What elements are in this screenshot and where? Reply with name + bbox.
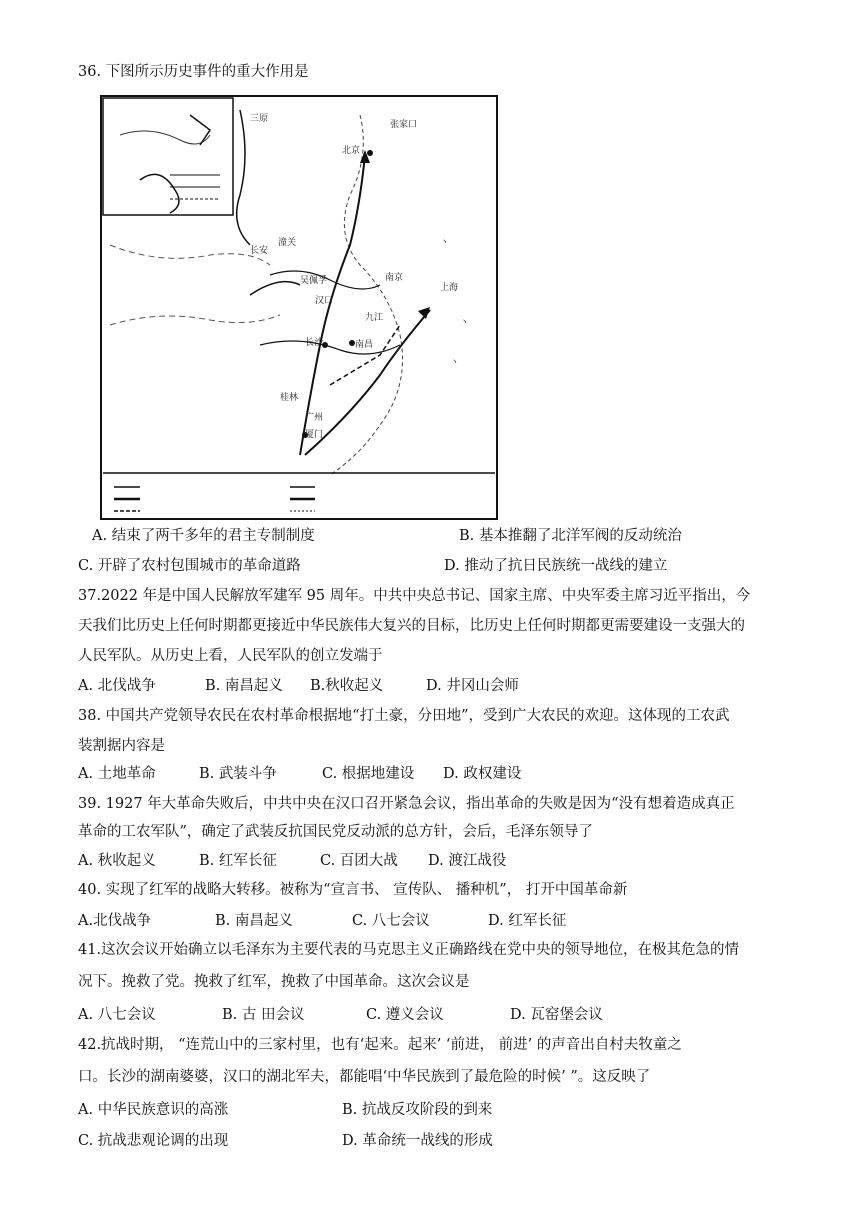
q36-option-d[interactable]: D. 推动了抗日民族统一战线的建立 bbox=[444, 558, 668, 574]
q39-option-a[interactable]: A. 秋收起义 bbox=[78, 853, 156, 869]
q36-stem: 36. 下图所示历史事件的重大作用是 bbox=[78, 64, 309, 80]
q42-option-b[interactable]: B. 抗战反攻阶段的到来 bbox=[342, 1102, 493, 1118]
q37-stem-line-3: 人民军队。从历史上看，人民军队的创立发端于 bbox=[78, 648, 383, 664]
q38-option-d[interactable]: D. 政权建设 bbox=[443, 766, 522, 782]
q36-option-c[interactable]: C. 开辟了农村包围城市的革命道路 bbox=[78, 558, 301, 574]
svg-text:潼关: 潼关 bbox=[278, 238, 297, 248]
q39-stem-line-1: 39. 1927 年大革命失败后，中共中央在汉口召开紧急会议，指出革命的失败是因为“没有想着造成真正 bbox=[78, 796, 735, 812]
q41-option-d[interactable]: D. 瓦窑堡会议 bbox=[510, 1007, 603, 1023]
q37-option-c[interactable]: B.秋收起义 bbox=[310, 678, 384, 694]
svg-text:桂林: 桂林 bbox=[280, 393, 299, 403]
svg-text:三原: 三原 bbox=[250, 114, 269, 124]
svg-text:北京: 北京 bbox=[342, 146, 361, 156]
q39-stem-line-2: 革命的工农军队”，确定了武装反抗国民党反动派的总方针，会后，毛泽东领导了 bbox=[78, 824, 593, 840]
svg-text:南京: 南京 bbox=[385, 273, 404, 283]
svg-text:长沙: 长沙 bbox=[305, 338, 324, 348]
q41-option-b[interactable]: B. 古 田会议 bbox=[222, 1007, 305, 1023]
q39-option-c[interactable]: C. 百团大战 bbox=[320, 853, 398, 869]
q38-stem-line-2: 装割据内容是 bbox=[78, 738, 165, 754]
svg-text:长安: 长安 bbox=[250, 246, 269, 256]
q36-option-b[interactable]: B. 基本推翻了北洋军阀的反动统治 bbox=[459, 528, 682, 544]
svg-text:厦门: 厦门 bbox=[305, 430, 324, 440]
q40-option-b[interactable]: B. 南昌起义 bbox=[215, 913, 293, 929]
q41-stem-line-1: 41.这次会议开始确立以毛泽东为主要代表的马克思主义正确路线在党中央的领导地位，在极其危急的情 bbox=[78, 942, 740, 958]
q42-stem-line-2: 口。长沙的湖南婆婆，汉口的湖北军夫，都能唱‘中华民族到了最危险的时候’ ”。这反映了 bbox=[78, 1069, 651, 1085]
svg-text:九江: 九江 bbox=[365, 313, 384, 323]
svg-text:张家口: 张家口 bbox=[390, 120, 418, 130]
q37-option-d[interactable]: D. 井冈山会师 bbox=[426, 678, 519, 694]
q42-stem-line-1: 42.抗战时期， “连荒山中的三家村里，也有‘起来。起来’ ‘前进， 前进’ 的声音出自村夫牧童之 bbox=[78, 1037, 682, 1053]
svg-text:广州: 广州 bbox=[305, 413, 324, 423]
q39-option-b[interactable]: B. 红军长征 bbox=[199, 853, 277, 869]
svg-text:上海: 上海 bbox=[440, 283, 459, 293]
svg-text:丶: 丶 bbox=[440, 238, 450, 248]
svg-text:南昌: 南昌 bbox=[355, 340, 374, 350]
q42-option-c[interactable]: C. 抗战悲观论调的出现 bbox=[78, 1133, 229, 1149]
q42-option-d[interactable]: D. 革命统一战线的形成 bbox=[342, 1133, 493, 1149]
svg-text:吴佩孚: 吴佩孚 bbox=[300, 276, 328, 286]
q38-stem-line-1: 38. 中国共产党领导农民在农村革命根据地“打土豪，分田地”，受到广大农民的欢迎。这体现的工农武 bbox=[78, 708, 730, 724]
q40-option-a[interactable]: A.北伐战争 bbox=[78, 913, 152, 929]
q41-option-a[interactable]: A. 八七会议 bbox=[78, 1007, 156, 1023]
q40-option-d[interactable]: D. 红军长征 bbox=[488, 913, 567, 929]
q37-stem-line-1: 37.2022 年是中国人民解放军建军 95 周年。中共中央总书记、国家主席、中央军委主席习近平指出，今 bbox=[78, 588, 751, 604]
q40-option-c[interactable]: C. 八七会议 bbox=[352, 913, 430, 929]
q37-option-a[interactable]: A. 北伐战争 bbox=[78, 678, 156, 694]
q41-stem-line-2: 况下。挽救了党。挽救了红军，挽救了中国革命。这次会议是 bbox=[78, 974, 470, 990]
svg-text:汉口: 汉口 bbox=[315, 296, 334, 306]
q38-option-b[interactable]: B. 武装斗争 bbox=[199, 766, 277, 782]
q38-option-a[interactable]: A. 土地革命 bbox=[78, 766, 156, 782]
q37-option-b[interactable]: B. 南昌起义 bbox=[205, 678, 283, 694]
svg-text:丶: 丶 bbox=[460, 318, 470, 328]
svg-text:丶: 丶 bbox=[450, 358, 460, 368]
q38-option-c[interactable]: C. 根据地建设 bbox=[322, 766, 415, 782]
q41-option-c[interactable]: C. 遵义会议 bbox=[366, 1007, 444, 1023]
q36-option-a[interactable]: A. 结束了两千多年的君主专制制度 bbox=[92, 528, 315, 544]
q39-option-d[interactable]: D. 渡江战役 bbox=[428, 853, 507, 869]
q37-stem-line-2: 天我们比历史上任何时期都更接近中华民族伟大复兴的目标，比历史上任何时期都更需要建设一支强大的 bbox=[78, 618, 745, 634]
northern-expedition-map bbox=[100, 95, 498, 520]
q40-stem-line-1: 40. 实现了红军的战略大转移。被称为“宣言书、 宣传队、 播种机”， 打开中国革命新 bbox=[78, 882, 628, 898]
q42-option-a[interactable]: A. 中华民族意识的高涨 bbox=[78, 1102, 229, 1118]
